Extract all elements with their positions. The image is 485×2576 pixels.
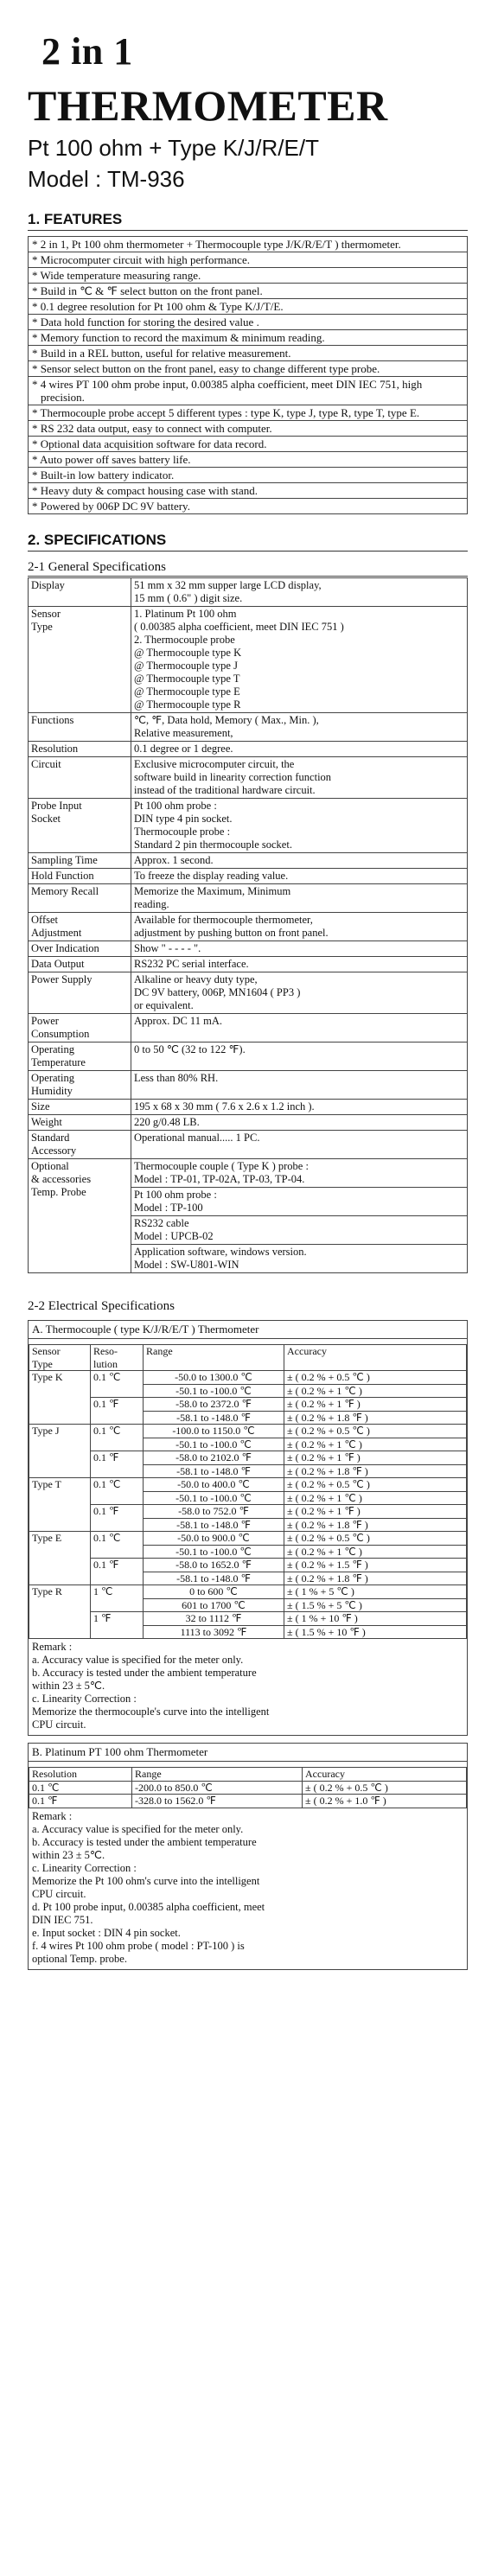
spec-value: Operational manual..... 1 PC.: [131, 1131, 468, 1159]
spec-label: Standard Accessory: [29, 1131, 131, 1159]
electrical-specs-heading: 2-2 Electrical Specifications: [28, 1299, 175, 1313]
table-row: [29, 1585, 467, 1599]
accuracy: ± ( 0.2 % + 0.5 ℃ ): [284, 1532, 467, 1546]
spec-label: Memory Recall: [29, 884, 131, 913]
spec-value: ℃, ℉, Data hold, Memory ( Max., Min. ), Relative measurement,: [131, 713, 468, 742]
table-row: [29, 1781, 467, 1795]
resolution: 0.1 ℉: [91, 1505, 144, 1532]
spec-label: Sensor Type: [29, 607, 131, 713]
range: -58.0 to 1652.0 ℉: [144, 1559, 284, 1572]
spec-value: Less than 80% RH.: [131, 1071, 468, 1100]
accuracy: ± ( 1.5 % + 5 ℃ ): [284, 1598, 467, 1612]
pt100-heading: B. Platinum PT 100 ohm Thermometer: [29, 1744, 467, 1762]
column-header: Range: [144, 1345, 284, 1371]
accuracy: ± ( 0.2 % + 1 ℃ ): [284, 1491, 467, 1505]
spec-row: [29, 1115, 468, 1131]
column-header: Reso- lution: [91, 1345, 144, 1371]
accuracy: ± ( 0.2 % + 1 ℃ ): [284, 1438, 467, 1451]
feature-item: * Build in a REL button, useful for relative measurement.: [29, 346, 467, 361]
table-row: [29, 1795, 467, 1808]
spec-value: 220 g/0.48 LB.: [131, 1115, 468, 1131]
column-header: Resolution: [29, 1768, 132, 1782]
spec-label: Power Supply: [29, 972, 131, 1014]
spec-label: Weight: [29, 1115, 131, 1131]
spec-label: Size: [29, 1100, 131, 1115]
column-header: Sensor Type: [29, 1345, 91, 1371]
model-line: Model : TM-936: [28, 166, 185, 192]
accuracy: ± ( 0.2 % + 1 ℃ ): [284, 1384, 467, 1398]
spec-label: Data Output: [29, 957, 131, 972]
pt100-remark: Remark : a. Accuracy value is specified for the meter only. b. Accuracy is tested under the ambient temperature within 23 ± 5℃. c. Linearity Correction : Memorize the Pt 100 ohm's curve into the intelligent CPU circuit. d. Pt 100 probe input, 0.00385 alpha coefficient, meet DIN IEC 751. e. Input socket : DIN 4 pin socket. f. 4 wires Pt 100 ohm probe ( model : PT-100 ) is optional Temp. probe.: [32, 1809, 265, 1965]
spec-value: To freeze the display reading value.: [131, 869, 468, 884]
range: -50.1 to -100.0 ℃: [144, 1384, 284, 1398]
column-header: Accuracy: [284, 1345, 467, 1371]
resolution: 0.1 ℉: [91, 1451, 144, 1478]
feature-item: * Auto power off saves battery life.: [29, 452, 467, 468]
range: -100.0 to 1150.0 ℃: [144, 1425, 284, 1438]
features-list: [28, 236, 468, 514]
table-row: [29, 1478, 467, 1492]
spec-row: [29, 1043, 468, 1071]
spec-row: [29, 1014, 468, 1043]
range: 32 to 1112 ℉: [144, 1612, 284, 1626]
range: -328.0 to 1562.0 ℉: [132, 1795, 303, 1808]
accuracy: ± ( 0.2 % + 1.0 ℉ ): [303, 1795, 467, 1808]
spec-value: Pt 100 ohm probe : DIN type 4 pin socket. Thermocouple probe : Standard 2 pin thermocouple socket.: [131, 799, 468, 853]
pt100-table: [29, 1767, 467, 1808]
spec-value: Show " - - - - ".: [131, 941, 468, 957]
spec-label: Circuit: [29, 757, 131, 799]
accuracy: ± ( 0.2 % + 1.8 ℉ ): [284, 1464, 467, 1478]
range: -58.0 to 2372.0 ℉: [144, 1398, 284, 1412]
accuracy: ± ( 0.2 % + 1 ℉ ): [284, 1398, 467, 1412]
spec-value: Available for thermocouple thermometer, adjustment by pushing button on front panel.: [131, 913, 468, 941]
feature-item: * Sensor select button on the front panel, easy to change different type probe.: [29, 361, 467, 377]
table-row: [29, 1371, 467, 1385]
spec-value: 0.1 degree or 1 degree.: [131, 742, 468, 757]
spec-label: Sampling Time: [29, 853, 131, 869]
sensor-type: Type R: [29, 1585, 91, 1639]
spec-value: Alkaline or heavy duty type, DC 9V battery, 006P, MN1604 ( PP3 ) or equivalent.: [131, 972, 468, 1014]
feature-item: * 4 wires PT 100 ohm probe input, 0.00385 alpha coefficient, meet DIN IEC 751, high precision.: [29, 377, 467, 405]
resolution: 0.1 ℉: [91, 1559, 144, 1585]
range: -58.1 to -148.0 ℉: [144, 1572, 284, 1585]
spec-row: [29, 853, 468, 869]
optional-accessory: Application software, windows version. Model : SW-U801-WIN: [131, 1245, 468, 1273]
features-heading: 1. FEATURES: [28, 211, 468, 231]
spec-value: Exclusive microcomputer circuit, the software build in linearity correction function instead of the traditional hardware circuit.: [131, 757, 468, 799]
spec-row: [29, 884, 468, 913]
feature-item: * Powered by 006P DC 9V battery.: [32, 500, 190, 513]
accuracy: ± ( 0.2 % + 1.8 ℉ ): [284, 1518, 467, 1532]
general-specs-table: [28, 577, 468, 1273]
resolution: 0.1 ℃: [29, 1781, 132, 1795]
spec-row: [29, 578, 468, 607]
spec-label: Functions: [29, 713, 131, 742]
thermocouple-remark: Remark : a. Accuracy value is specified for the meter only. b. Accuracy is tested under the ambient temperature within 23 ± 5℃. c. Linearity Correction : Memorize the thermocouple's curve into the intelligent CPU circuit.: [32, 1641, 270, 1731]
table-row: [29, 1451, 467, 1465]
table-row: [29, 1505, 467, 1519]
range: -58.1 to -148.0 ℉: [144, 1518, 284, 1532]
range: 1113 to 3092 ℉: [144, 1625, 284, 1639]
accuracy: ± ( 0.2 % + 0.5 ℃ ): [284, 1478, 467, 1492]
spec-label: Operating Humidity: [29, 1071, 131, 1100]
title-line-1: 2 in 1: [41, 30, 133, 73]
resolution: 1 ℉: [91, 1612, 144, 1639]
feature-item: * Thermocouple probe accept 5 different types : type K, type J, type R, type T, type E.: [29, 405, 467, 421]
spec-row-optional: [29, 1159, 468, 1188]
thermocouple-heading: A. Thermocouple ( type K/J/R/E/T ) Thermometer: [29, 1321, 467, 1339]
optional-accessory: Thermocouple couple ( Type K ) probe : Model : TP-01, TP-02A, TP-03, TP-04.: [131, 1159, 468, 1188]
spec-label: Power Consumption: [29, 1014, 131, 1043]
accuracy: ± ( 0.2 % + 1 ℉ ): [284, 1451, 467, 1465]
spec-value: Approx. DC 11 mA.: [131, 1014, 468, 1043]
range: -50.1 to -100.0 ℃: [144, 1491, 284, 1505]
spec-row: [29, 757, 468, 799]
spec-value: Approx. 1 second.: [131, 853, 468, 869]
spec-row: [29, 1071, 468, 1100]
spec-label: Operating Temperature: [29, 1043, 131, 1071]
accuracy: ± ( 0.2 % + 0.5 ℃ ): [284, 1371, 467, 1385]
feature-item: * Wide temperature measuring range.: [29, 268, 467, 284]
table-header-row: [29, 1345, 467, 1371]
thermocouple-spec-box: [28, 1320, 468, 1736]
table-row: [29, 1398, 467, 1412]
optional-accessory: RS232 cable Model : UPCB-02: [131, 1216, 468, 1245]
feature-item: * 0.1 degree resolution for Pt 100 ohm & Type K/J/T/E.: [29, 299, 467, 315]
spec-value: Memorize the Maximum, Minimum reading.: [131, 884, 468, 913]
sensor-type: Type E: [29, 1532, 91, 1585]
range: -200.0 to 850.0 ℃: [132, 1781, 303, 1795]
accuracy: ± ( 0.2 % + 0.5 ℃ ): [284, 1425, 467, 1438]
feature-item: * Optional data acquisition software for data record.: [29, 437, 467, 452]
range: -50.1 to -100.0 ℃: [144, 1438, 284, 1451]
spec-row: [29, 607, 468, 713]
column-header: Range: [132, 1768, 303, 1782]
range: -50.0 to 1300.0 ℃: [144, 1371, 284, 1385]
spec-label: Over Indication: [29, 941, 131, 957]
feature-item: * Microcomputer circuit with high performance.: [29, 252, 467, 268]
optional-accessory: Pt 100 ohm probe : Model : TP-100: [131, 1188, 468, 1216]
table-row: [29, 1425, 467, 1438]
feature-item: * RS 232 data output, easy to connect with computer.: [29, 421, 467, 437]
accuracy: ± ( 1 % + 10 ℉ ): [284, 1612, 467, 1626]
spec-value: 51 mm x 32 mm supper large LCD display, 15 mm ( 0.6" ) digit size.: [131, 578, 468, 607]
spec-label: Resolution: [29, 742, 131, 757]
spec-value: 195 x 68 x 30 mm ( 7.6 x 2.6 x 1.2 inch ).: [131, 1100, 468, 1115]
spec-label: Display: [29, 578, 131, 607]
document-page: [0, 29, 485, 1970]
resolution: 0.1 ℉: [91, 1398, 144, 1425]
column-header: Accuracy: [303, 1768, 467, 1782]
range: -58.0 to 752.0 ℉: [144, 1505, 284, 1519]
table-row: [29, 1559, 467, 1572]
spec-row: [29, 941, 468, 957]
spec-row: [29, 869, 468, 884]
feature-item: * Data hold function for storing the desired value .: [29, 315, 467, 330]
spec-row: [29, 799, 468, 853]
accuracy: ± ( 0.2 % + 1 ℉ ): [284, 1505, 467, 1519]
range: -50.1 to -100.0 ℃: [144, 1545, 284, 1559]
accuracy: ± ( 0.2 % + 1 ℃ ): [284, 1545, 467, 1559]
resolution: 0.1 ℃: [91, 1371, 144, 1398]
specifications-heading: 2. SPECIFICATIONS: [28, 532, 468, 552]
feature-item: * Memory function to record the maximum & minimum reading.: [29, 330, 467, 346]
sensor-type: Type T: [29, 1478, 91, 1532]
spec-row: [29, 957, 468, 972]
accuracy: ± ( 1 % + 5 ℃ ): [284, 1585, 467, 1599]
spec-value: RS232 PC serial interface.: [131, 957, 468, 972]
range: 601 to 1700 ℃: [144, 1598, 284, 1612]
range: -58.0 to 2102.0 ℉: [144, 1451, 284, 1465]
feature-item: * Built-in low battery indicator.: [29, 468, 467, 483]
feature-item: * Heavy duty & compact housing case with stand.: [29, 483, 467, 499]
range: -58.1 to -148.0 ℉: [144, 1464, 284, 1478]
sensor-type: Type J: [29, 1425, 91, 1478]
resolution: 0.1 ℃: [91, 1532, 144, 1559]
spec-row: [29, 742, 468, 757]
resolution: 0.1 ℃: [91, 1425, 144, 1451]
accuracy: ± ( 0.2 % + 1.8 ℉ ): [284, 1572, 467, 1585]
spec-label: Offset Adjustment: [29, 913, 131, 941]
feature-item: * Build in ℃ & ℉ select button on the front panel.: [29, 284, 467, 299]
thermocouple-table: [29, 1344, 467, 1639]
accuracy: ± ( 0.2 % + 1.5 ℉ ): [284, 1559, 467, 1572]
spec-row: [29, 713, 468, 742]
spec-value: 0 to 50 ℃ (32 to 122 ℉).: [131, 1043, 468, 1071]
resolution: 0.1 ℉: [29, 1795, 132, 1808]
resolution: 1 ℃: [91, 1585, 144, 1612]
range: 0 to 600 ℃: [144, 1585, 284, 1599]
table-row: [29, 1612, 467, 1626]
resolution: 0.1 ℃: [91, 1478, 144, 1505]
general-specs-heading: 2-1 General Specifications: [28, 560, 468, 577]
accuracy: ± ( 0.2 % + 1.8 ℉ ): [284, 1411, 467, 1425]
spec-label: Hold Function: [29, 869, 131, 884]
spec-row: [29, 1100, 468, 1115]
pt100-spec-box: [28, 1743, 468, 1970]
accuracy: ± ( 1.5 % + 10 ℉ ): [284, 1625, 467, 1639]
range: -50.0 to 900.0 ℃: [144, 1532, 284, 1546]
table-header-row: [29, 1768, 467, 1782]
accuracy: ± ( 0.2 % + 0.5 ℃ ): [303, 1781, 467, 1795]
range: -58.1 to -148.0 ℉: [144, 1411, 284, 1425]
spec-row: [29, 913, 468, 941]
range: -50.0 to 400.0 ℃: [144, 1478, 284, 1492]
sensor-type: Type K: [29, 1371, 91, 1425]
spec-label: Optional & accessories Temp. Probe: [29, 1159, 131, 1273]
title-line-3: Pt 100 ohm + Type K/J/R/E/T: [28, 135, 319, 161]
table-row: [29, 1532, 467, 1546]
title-line-2: THERMOMETER: [28, 81, 388, 130]
spec-value: 1. Platinum Pt 100 ohm ( 0.00385 alpha coefficient, meet DIN IEC 751 ) 2. Thermocouple probe @ Thermocouple type K @ Thermocouple type J @ Thermocouple type T @ Thermocouple type E @ Thermocouple type R: [131, 607, 468, 713]
spec-label: Probe Input Socket: [29, 799, 131, 853]
feature-item: * 2 in 1, Pt 100 ohm thermometer + Thermocouple type J/K/R/E/T ) thermometer.: [29, 237, 467, 252]
spec-row: [29, 972, 468, 1014]
spec-row: [29, 1131, 468, 1159]
